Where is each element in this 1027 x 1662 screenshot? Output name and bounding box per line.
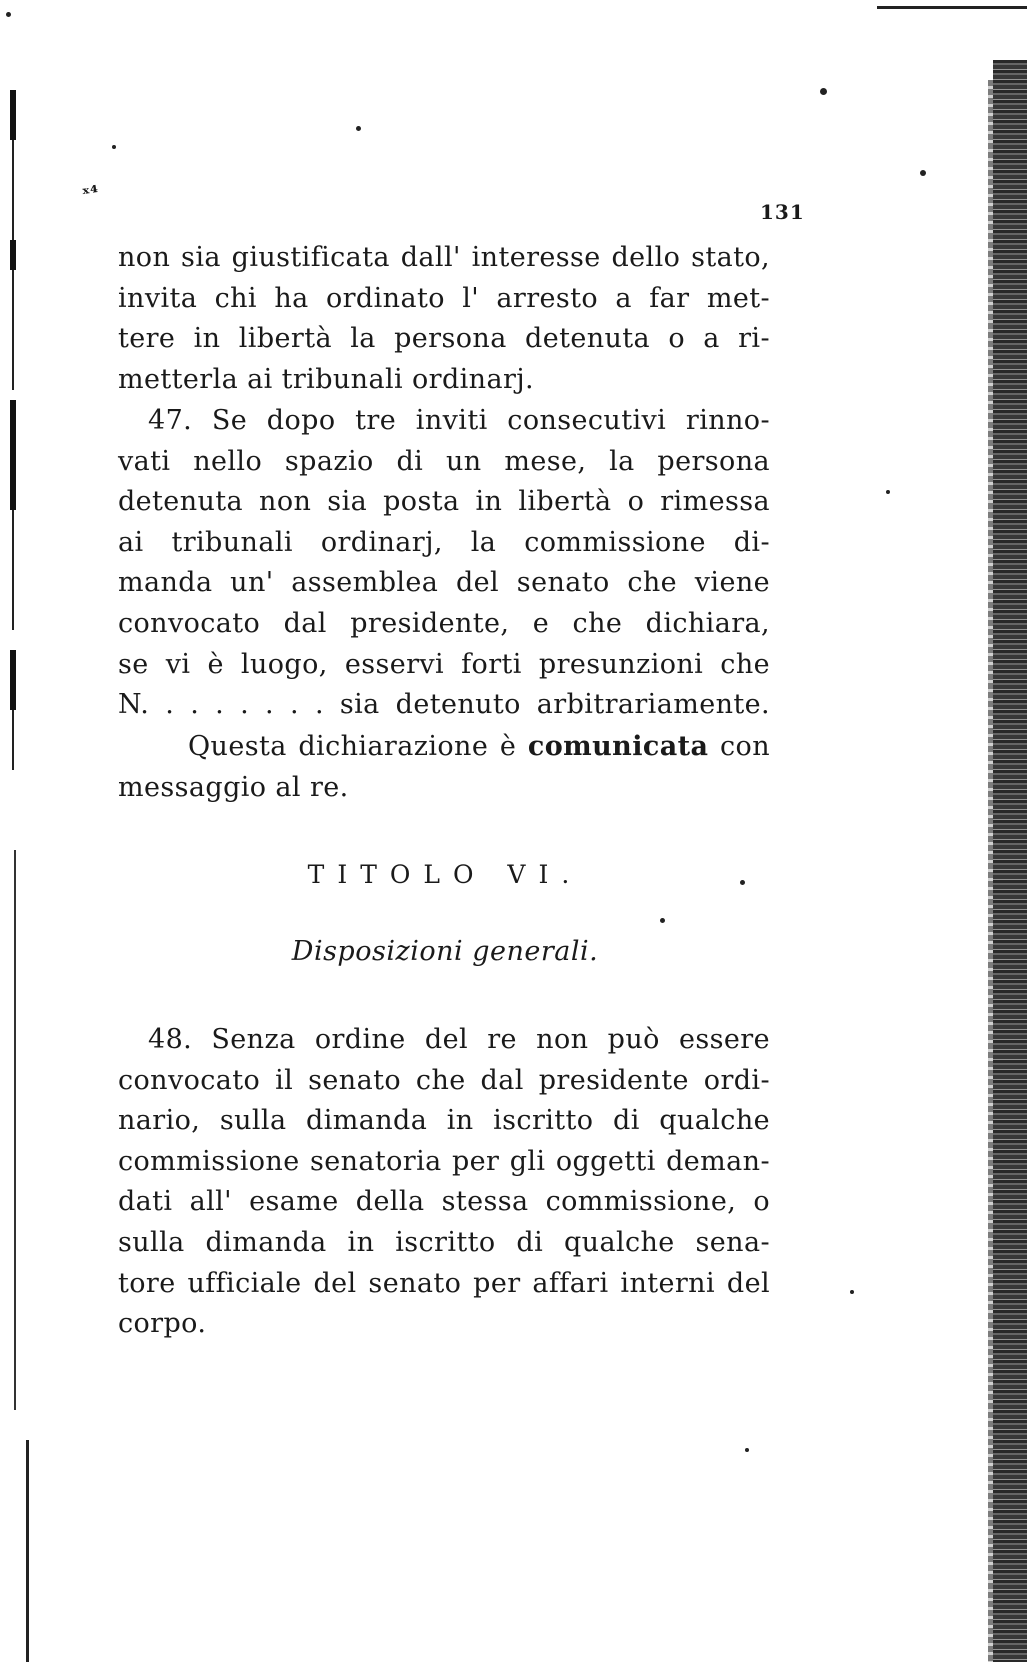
page-number: 131 xyxy=(760,200,805,224)
text-line: metterla ai tribunali ordinarj. xyxy=(118,363,535,395)
text-line: dati all' esame della stessa commissione, o xyxy=(118,1186,770,1218)
speck xyxy=(820,88,827,95)
section-heading: TITOLO VI. xyxy=(307,860,583,889)
text-line: nario, sulla dimanda in iscritto di qualche xyxy=(118,1105,770,1137)
text-fragment: Questa dichiarazione è xyxy=(188,731,528,762)
text-fragment: con xyxy=(708,731,770,762)
text-line: tere in libertà la persona detenuta o a ri- xyxy=(118,323,770,355)
text-line: detenuta non sia posta in libertà o rimessa xyxy=(118,486,770,518)
right-binding-shadow xyxy=(988,80,993,1662)
corner-mark: ˣ⁴ xyxy=(80,181,100,206)
speck xyxy=(356,126,361,131)
article-48 xyxy=(118,1020,770,1345)
text-line: sulla dimanda in iscritto di qualche sena- xyxy=(118,1226,770,1258)
text-line: commissione senatoria per gli oggetti deman- xyxy=(118,1145,770,1177)
text-line: ai tribunali ordinarj, la commissione di- xyxy=(118,526,770,558)
text-line: tore ufficiale del senato per affari interni del xyxy=(118,1267,770,1299)
speck xyxy=(6,12,11,17)
speck xyxy=(660,918,665,923)
text-line: non sia giustificata dall' interesse dello stato, xyxy=(118,242,770,273)
text-line: convocato il senato che dal presidente ordi- xyxy=(118,1064,770,1096)
speck xyxy=(886,490,890,494)
text-line: manda un' assemblea del senato che viene xyxy=(118,567,770,599)
text-line: messaggio al re. xyxy=(118,771,349,803)
emphasis-text: comunicata xyxy=(527,731,709,762)
left-margin-line-lower xyxy=(26,1440,29,1662)
top-edge-rule xyxy=(877,6,1027,9)
paragraph-continuation xyxy=(118,238,770,400)
right-binding-edge xyxy=(993,60,1027,1662)
text-line xyxy=(118,727,770,768)
left-margin-line xyxy=(14,850,16,1410)
speck xyxy=(112,145,116,149)
article-47 xyxy=(118,401,770,726)
text-line: invita chi ha ordinato l' arresto a far met- xyxy=(118,282,770,314)
text-line: corpo. xyxy=(118,1308,207,1340)
section-subheading: Disposizioni generali. xyxy=(291,936,599,967)
speck xyxy=(850,1290,854,1294)
text-line: 48. Senza ordine del re non può essere xyxy=(148,1024,770,1055)
speck xyxy=(745,1448,749,1452)
text-line: se vi è luogo, esservi forti presunzioni che xyxy=(118,648,770,680)
text-line: convocato dal presidente, e che dichiara, xyxy=(118,607,770,639)
left-binding-marks xyxy=(4,90,26,770)
text-line: vati nello spazio di un mese, la persona xyxy=(118,445,770,477)
paragraph-declaration xyxy=(118,727,770,808)
text-line: 47. Se dopo tre inviti consecutivi rinno- xyxy=(148,405,770,436)
text-line: N. . . . . . . . sia detenuto arbitrariamente. xyxy=(118,689,770,721)
speck xyxy=(920,170,926,176)
